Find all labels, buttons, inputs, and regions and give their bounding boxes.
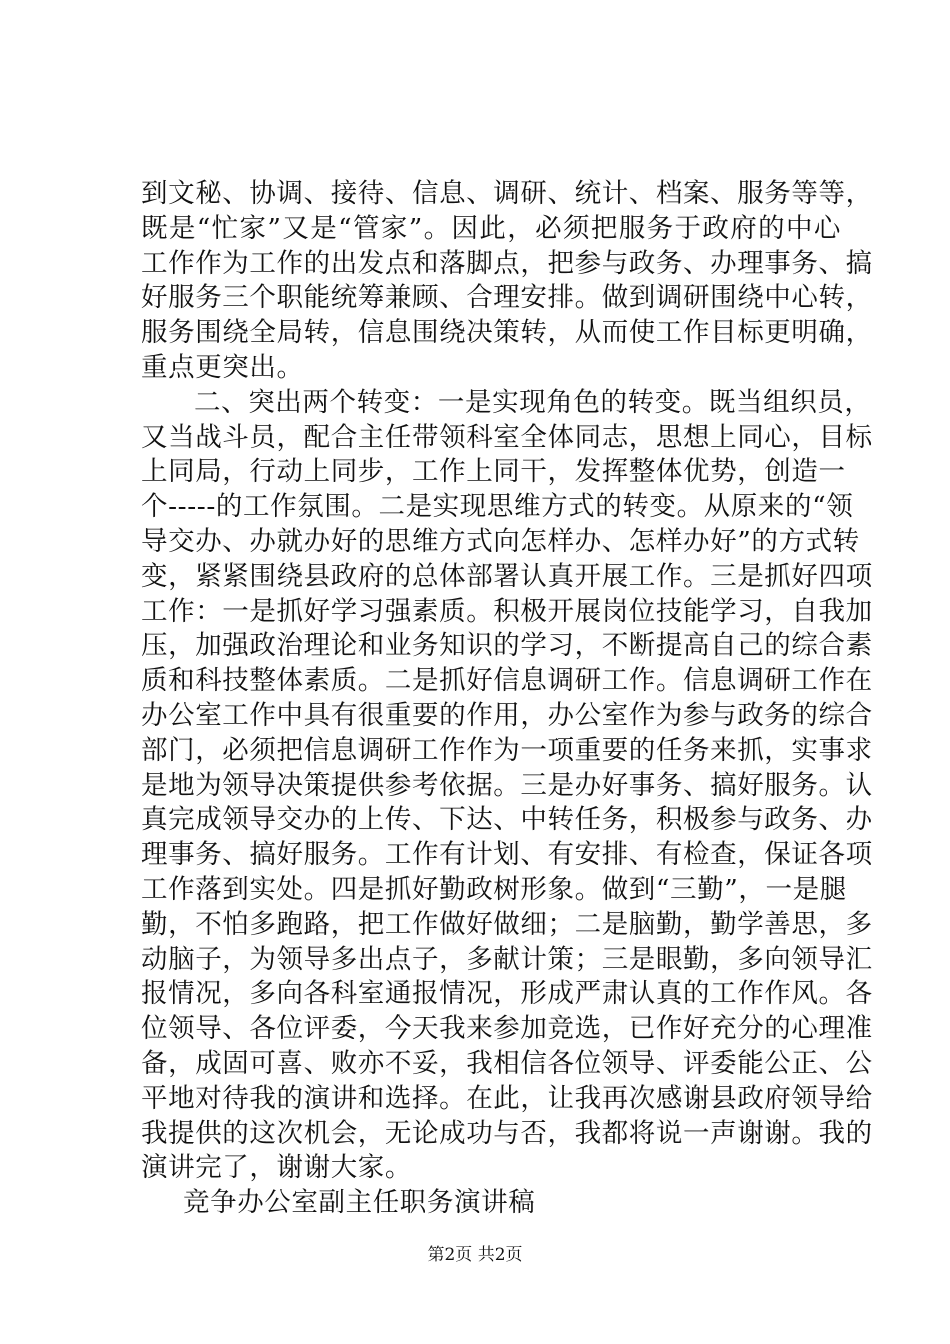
- text-line: 勤，不怕多跑路，把工作做好做细；二是脑勤，勤学善思，多: [141, 908, 873, 940]
- text-line: 服务围绕全局转，信息围绕决策转，从而使工作目标更明确，: [141, 317, 873, 349]
- text-line: 变，紧紧围绕县政府的总体部署认真开展工作。三是抓好四项: [141, 560, 873, 592]
- text-line: 好服务三个职能统筹兼顾、合理安排。做到调研围绕中心转，: [141, 282, 873, 314]
- text-line: 部门，必须把信息调研工作作为一项重要的任务来抓，实事求: [141, 734, 873, 766]
- text-line: 工作：一是抓好学习强素质。积极开展岗位技能学习，自我加: [141, 595, 873, 627]
- text-line: 是地为领导决策提供参考依据。三是办好事务、搞好服务。认: [141, 769, 873, 801]
- paragraph-start-line: 二、突出两个转变：一是实现角色的转变。既当组织员，: [194, 386, 872, 418]
- text-line: 又当战斗员，配合主任带领科室全体同志，思想上同心，目标: [141, 421, 873, 453]
- text-line: 到文秘、协调、接待、信息、调研、统计、档案、服务等等，: [141, 178, 873, 209]
- text-line: 上同局，行动上同步，工作上同干，发挥整体优势，创造一: [141, 456, 846, 488]
- text-line: 理事务、搞好服务。工作有计划、有安排、有检查，保证各项: [141, 839, 873, 871]
- text-line: 平地对待我的演讲和选择。在此，让我再次感谢县政府领导给: [141, 1082, 873, 1114]
- text-line: 重点更突出。: [141, 351, 304, 383]
- body-text: [141, 177, 873, 1221]
- text-line: 真完成领导交办的上传、下达、中转任务，积极参与政务、办: [141, 804, 873, 836]
- text-line: 位领导、各位评委，今天我来参加竞选，已作好充分的心理准: [141, 1013, 873, 1045]
- text-line: 备，成固可喜、败亦不妥，我相信各位领导、评委能公正、公: [141, 1047, 873, 1079]
- text-line: 质和科技整体素质。二是抓好信息调研工作。信息调研工作在: [141, 665, 873, 697]
- page-footer: [0, 1243, 950, 1267]
- text-line: 工作作为工作的出发点和落脚点，把参与政务、办理事务、搞: [141, 247, 873, 279]
- text-line: 动脑子，为领导多出点子，多献计策；三是眼勤，多向领导汇: [141, 943, 873, 975]
- text-line: 既是“忙家”又是“管家”。因此，必须把服务于政府的中心: [141, 212, 841, 244]
- text-line: 办公室工作中具有很重要的作用，办公室作为参与政务的综合: [141, 699, 873, 731]
- text-line: 我提供的这次机会，无论成功与否，我都将说一声谢谢。我的: [141, 1117, 873, 1149]
- closing-title: 竞争办公室副主任职务演讲稿: [183, 1187, 536, 1219]
- text-line: 演讲完了，谢谢大家。: [141, 1152, 412, 1184]
- text-line: 个-----的工作氛围。二是实现思维方式的转变。从原来的“领: [141, 491, 854, 523]
- text-line: 报情况，多向各科室通报情况，形成严肃认真的工作作风。各: [141, 978, 873, 1010]
- text-line: 工作落到实处。四是抓好勤政树形象。做到“三勤”，一是腿: [141, 873, 847, 905]
- text-line: 压，加强政治理论和业务知识的学习，不断提高自己的综合素: [141, 630, 873, 662]
- text-line: 导交办、办就办好的思维方式向怎样办、怎样办好”的方式转: [141, 525, 860, 557]
- page-number-label: 第2页 共2页: [427, 1245, 523, 1265]
